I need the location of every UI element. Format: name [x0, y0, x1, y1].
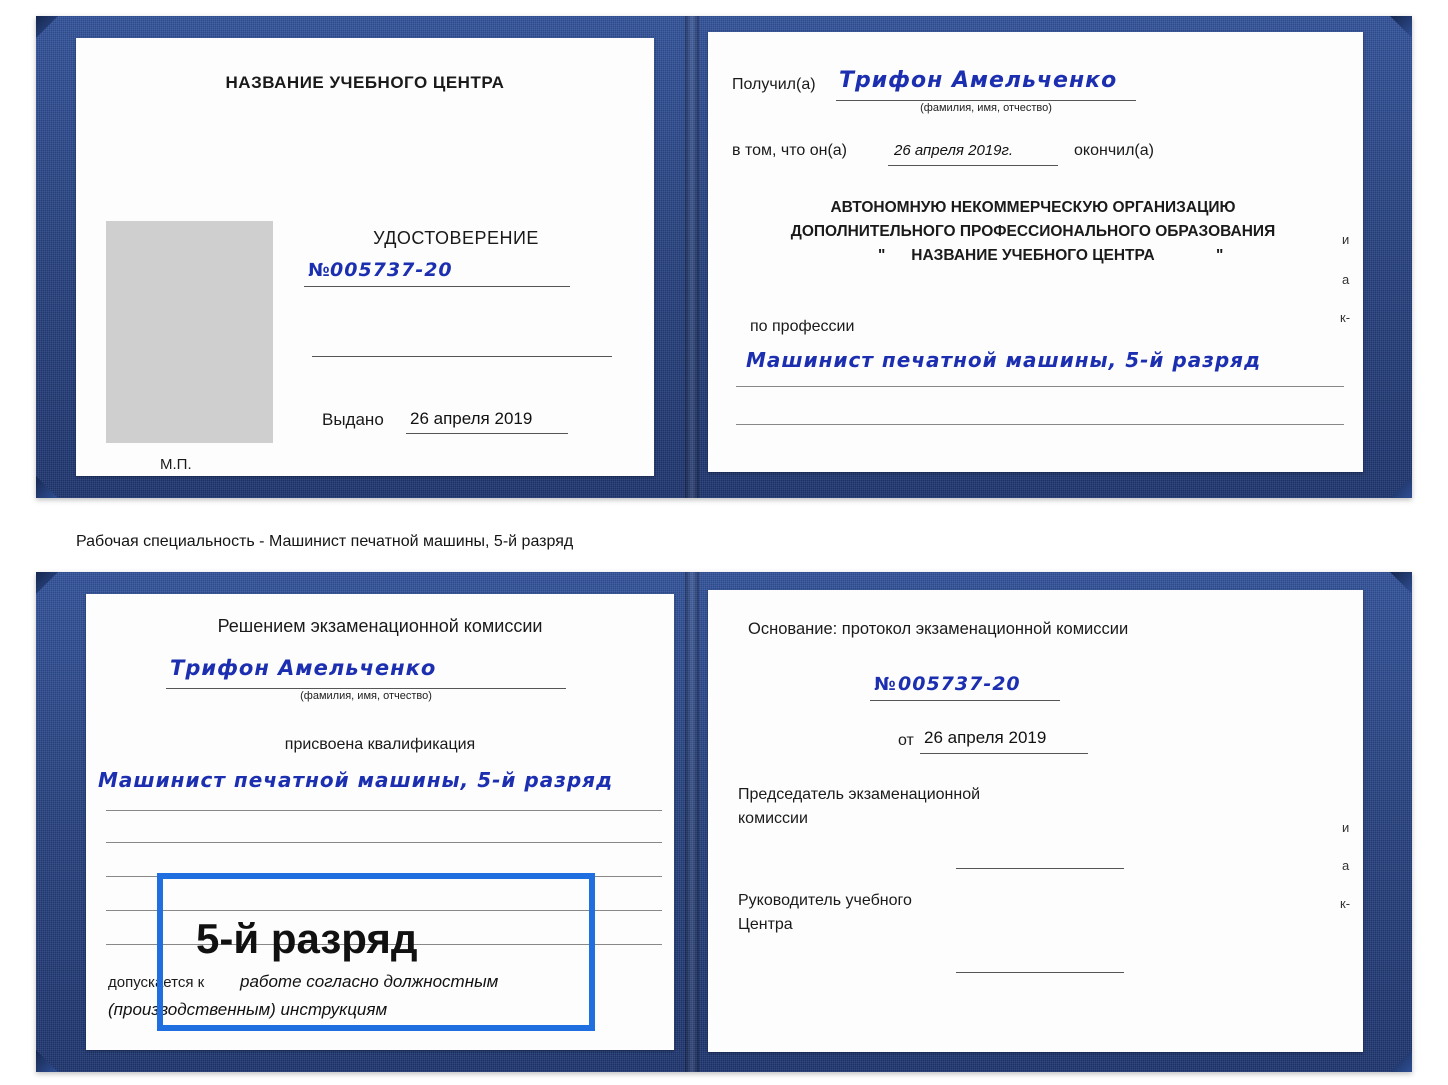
from-value: 26 апреля 2019: [924, 728, 1047, 747]
graduate-name-value: Трифон Амельченко: [170, 656, 437, 680]
admitted-value-line-2: (производственным) инструкциям: [108, 1000, 388, 1019]
qualification-value: Машинист печатной машины, 5-й разряд: [98, 768, 614, 792]
commission-heading: Решением экзаменационной комиссии: [217, 616, 543, 636]
sliver-char-top-1: и: [1342, 232, 1350, 247]
from-rule: [920, 753, 1088, 754]
profession-label: по профессии: [750, 318, 855, 335]
cover-corner-top-left: [36, 16, 58, 38]
figure-caption: Рабочая специальность - Машинист печатной машины, 5-й разряд: [76, 533, 574, 550]
sliver-char-bottom-2: а: [1342, 858, 1350, 873]
finish-date-value: 26 апреля 2019г.: [894, 142, 1014, 159]
admitted-value-line-1: работе согласно должностным: [240, 972, 499, 991]
highlight-label: 5-й разряд: [196, 915, 418, 962]
book-spine-2: [685, 572, 699, 1072]
cover-corner-bottom-left: [36, 476, 58, 498]
head-label-line-1: Руководитель учебного: [738, 892, 912, 909]
cover-corner-top-right-2: [1390, 572, 1412, 594]
from-label: от: [898, 732, 914, 749]
issued-rule: [406, 433, 568, 434]
top-book-left-page: [76, 38, 654, 476]
certificate-number-rule: [304, 286, 570, 287]
cover-corner-bottom-right: [1390, 476, 1412, 498]
cover-corner-bottom-left-2: [36, 1050, 58, 1072]
protocol-number-symbol: №: [874, 674, 897, 695]
profession-rule-1: [736, 386, 1344, 387]
sliver-char-top-3: к-: [1340, 310, 1351, 325]
basis-label: Основание: протокол экзаменационной комиссии: [748, 620, 1129, 638]
stamp-label: М.П.: [160, 456, 192, 473]
cover-corner-top-right: [1390, 16, 1412, 38]
organization-line-2: ДОПОЛНИТЕЛЬНОГО ПРОФЕССИОНАЛЬНОГО ОБРАЗОВАНИЯ: [790, 223, 1276, 240]
qualification-label: присвоена квалификация: [284, 736, 476, 753]
received-hint: (фамилия, имя, отчество): [920, 102, 1052, 114]
admitted-label: допускается к: [108, 974, 205, 991]
protocol-number-rule: [870, 700, 1060, 701]
top-book-right-page: [708, 32, 1363, 472]
head-label-line-2: Центра: [738, 916, 793, 933]
qual-rule-1: [106, 810, 662, 811]
chairman-signature-rule: [956, 868, 1124, 869]
sliver-char-bottom-1: и: [1342, 820, 1350, 835]
bottom-book-right-page: [708, 590, 1363, 1052]
certificate-number-value: 005737-20: [330, 259, 453, 281]
qual-rule-2: [106, 842, 662, 843]
received-rule: [836, 100, 1136, 101]
received-value: Трифон Амельченко: [839, 68, 1118, 93]
chairman-label-line-1: Председатель экзаменационной: [738, 786, 981, 803]
blank-rule-1: [312, 356, 612, 357]
graduate-name-rule: [166, 688, 566, 689]
profession-rule-2: [736, 424, 1344, 425]
cover-corner-top-left-2: [36, 572, 58, 594]
training-center-name: НАЗВАНИЕ УЧЕБНОГО ЦЕНТРА: [225, 73, 505, 92]
sliver-char-bottom-3: к-: [1340, 896, 1351, 911]
graduate-name-hint: (фамилия, имя, отчество): [300, 690, 432, 702]
certificate-number-symbol: №: [308, 260, 331, 281]
protocol-number-value: 005737-20: [898, 673, 1021, 695]
cover-corner-bottom-right-2: [1390, 1050, 1412, 1072]
organization-line-1: АВТОНОМНУЮ НЕКОММЕРЧЕСКУЮ ОРГАНИЗАЦИЮ: [830, 199, 1236, 216]
finished-label: окончил(а): [1074, 142, 1154, 159]
that-label: в том, что он(а): [732, 142, 847, 159]
book-spine: [685, 16, 699, 498]
photo-placeholder: [106, 221, 273, 443]
issued-value: 26 апреля 2019: [410, 409, 533, 428]
issued-label: Выдано: [322, 410, 384, 429]
finish-date-rule: [888, 165, 1058, 166]
organization-quote-open: ": [878, 247, 886, 264]
organization-line-3: НАЗВАНИЕ УЧЕБНОГО ЦЕНТРА: [911, 247, 1155, 264]
received-label: Получил(а): [732, 76, 816, 93]
chairman-label-line-2: комиссии: [738, 810, 808, 827]
organization-quote-close: ": [1216, 247, 1224, 264]
profession-value: Машинист печатной машины, 5-й разряд: [746, 348, 1262, 372]
head-signature-rule: [956, 972, 1124, 973]
document-title: УДОСТОВЕРЕНИЕ: [373, 228, 539, 248]
sliver-char-top-2: а: [1342, 272, 1350, 287]
